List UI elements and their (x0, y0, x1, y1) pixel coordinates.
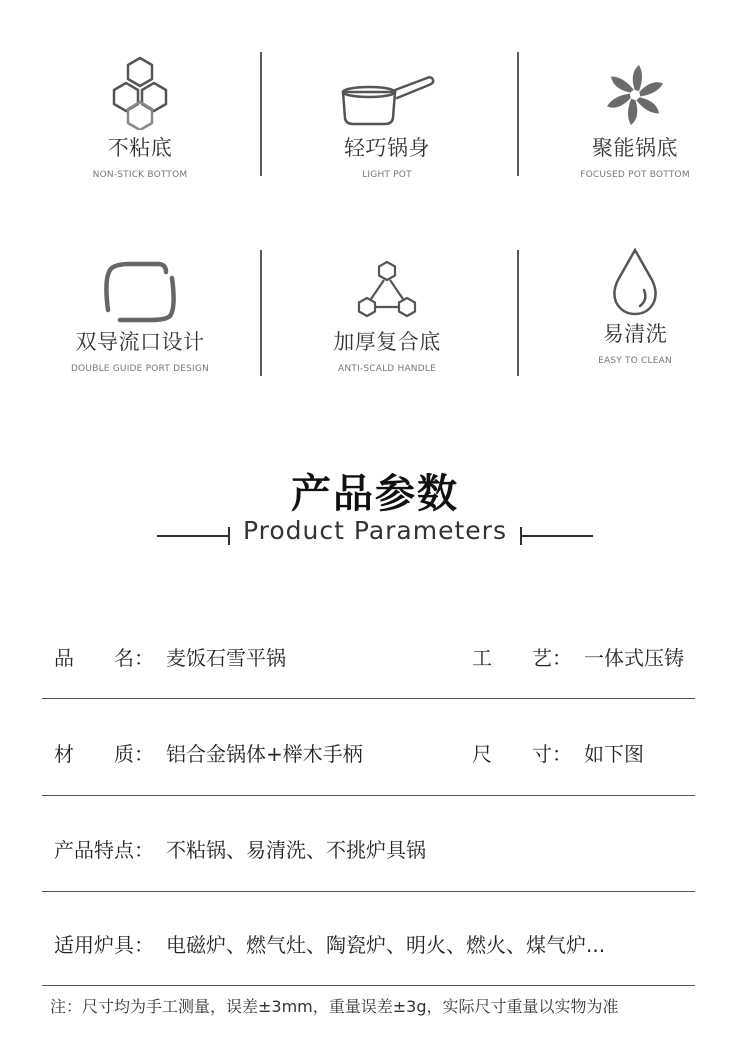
row-separator (42, 795, 695, 796)
feature-light-pot (262, 50, 512, 180)
feature-focused-bottom (510, 50, 750, 180)
rounded-square-icon (15, 244, 265, 324)
molecule-icon (262, 244, 512, 324)
feature-subtitle: ANTI-SCALD HANDLE (338, 364, 436, 374)
section-subtitle: Product Parameters (243, 516, 507, 545)
feature-non-stick (15, 50, 265, 180)
pinwheel-icon (510, 50, 750, 130)
feature-title: 轻巧锅身 (344, 136, 430, 160)
decor-tick-left (228, 527, 230, 545)
feature-subtitle: EASY TO CLEAN (598, 356, 672, 366)
param-material-value: 铝合金锅体+榉木手柄 (166, 742, 363, 766)
feature-subtitle: DOUBLE GUIDE PORT DESIGN (71, 364, 209, 374)
feature-subtitle: LIGHT POT (362, 170, 412, 180)
param-name-value: 麦饭石雪平锅 (166, 646, 286, 670)
row-separator (42, 891, 695, 892)
section-title: 产品参数 (291, 471, 459, 517)
decor-line-left (157, 535, 229, 537)
feature-easy-clean (510, 236, 750, 366)
param-stove-label: 适用炉具： (54, 933, 154, 957)
water-drop-icon (510, 236, 750, 316)
feature-title: 双导流口设计 (75, 330, 205, 354)
feature-title: 易清洗 (602, 322, 668, 346)
param-name-label: 品 名： (54, 646, 154, 670)
feature-subtitle: FOCUSED POT BOTTOM (580, 170, 690, 180)
row-separator (42, 698, 695, 699)
feature-subtitle: NON-STICK BOTTOM (92, 170, 188, 180)
row-separator (42, 985, 695, 986)
param-size-value: 如下图 (584, 742, 644, 766)
feature-thick-bottom (262, 244, 512, 374)
param-craft-label: 工 艺： (472, 646, 572, 670)
param-feature-label: 产品特点： (54, 838, 154, 862)
feature-title: 加厚复合底 (333, 330, 441, 354)
decor-line-right (521, 535, 593, 537)
measurement-note: 注：尺寸均为手工测量，误差±3mm，重量误差±3g，实际尺寸重量以实物为准 (50, 997, 619, 1016)
feature-title: 不粘底 (107, 136, 173, 160)
param-stove-value: 电磁炉、燃气灶、陶瓷炉、明火、燃火、煤气炉... (166, 933, 606, 957)
feature-double-guide (15, 244, 265, 374)
feature-title: 聚能锅底 (592, 136, 678, 160)
saucepan-icon (262, 50, 512, 130)
hexagon-cluster-icon (15, 50, 265, 130)
param-material-label: 材 质： (54, 742, 154, 766)
param-size-label: 尺 寸： (472, 742, 572, 766)
param-craft-value: 一体式压铸 (584, 646, 684, 670)
param-feature-value: 不粘锅、易清洗、不挑炉具锅 (166, 838, 426, 862)
